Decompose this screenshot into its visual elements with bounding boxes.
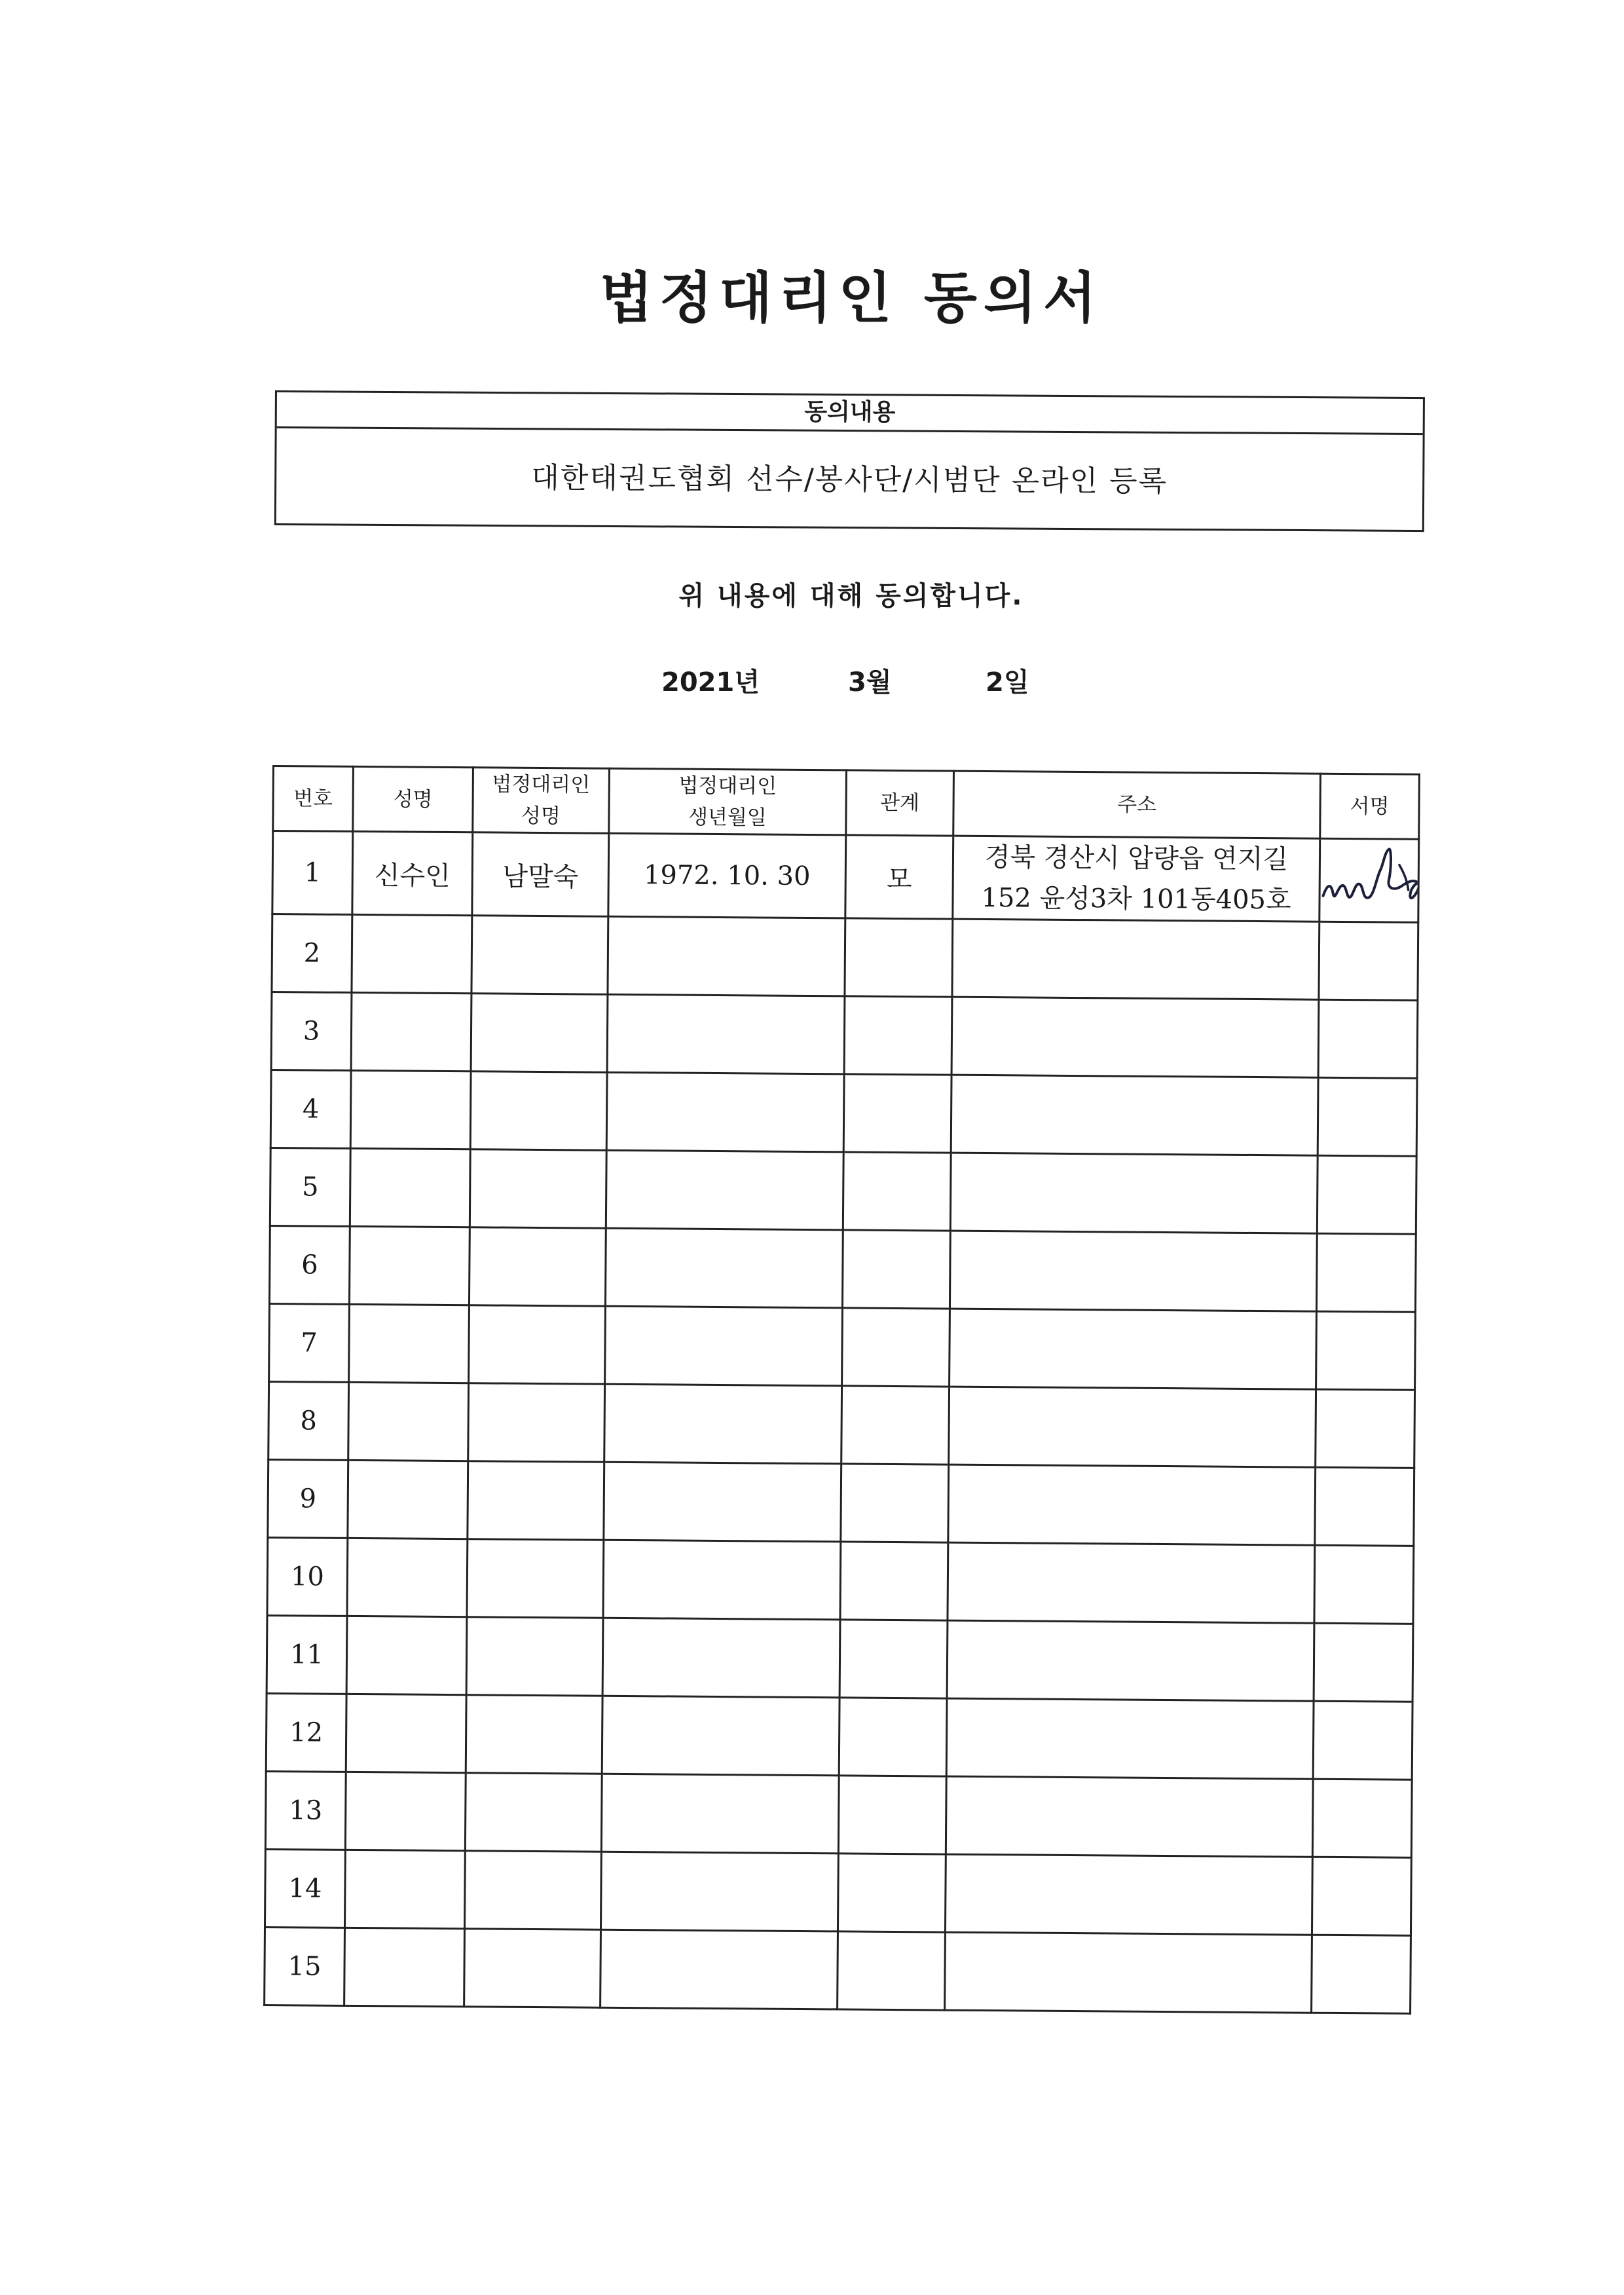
table-row	[267, 1616, 1413, 1702]
row-guardian-birth	[607, 994, 845, 1074]
consent-content-header: 동의내용	[277, 392, 1423, 435]
row-guardian-name: 남말숙	[472, 832, 609, 917]
row-relation	[839, 1698, 947, 1776]
row-guardian-name	[468, 1461, 604, 1540]
row-guardian-name	[469, 1227, 606, 1307]
row-guardian-birth	[603, 1540, 841, 1620]
row-guardian-birth	[604, 1384, 842, 1464]
row-no: 4	[270, 1070, 351, 1149]
row-guardian-birth	[604, 1462, 841, 1542]
agreement-statement: 위 내용에 대해 동의합니다.	[678, 581, 1024, 611]
row-no: 15	[265, 1928, 345, 2006]
row-signature	[1314, 1623, 1413, 1702]
row-signature	[1316, 1233, 1416, 1312]
table-header-row	[273, 766, 1420, 840]
header-signature: 서명	[1320, 774, 1420, 839]
row-signature	[1312, 1779, 1412, 1857]
row-guardian-birth	[606, 1072, 844, 1152]
row-guardian-birth	[602, 1696, 840, 1776]
row-name	[349, 1304, 470, 1383]
row-address	[948, 1542, 1315, 1623]
row-address	[950, 1153, 1318, 1233]
row-no: 14	[265, 1850, 345, 1928]
row-address	[951, 1075, 1318, 1155]
row-signature	[1318, 999, 1418, 1078]
row-relation	[838, 1854, 946, 1932]
table-row	[265, 1850, 1411, 1936]
row-relation	[843, 1152, 951, 1231]
header-guardian-name	[473, 768, 610, 834]
row-name: 신수인	[352, 831, 473, 915]
row-relation	[840, 1620, 948, 1698]
document-title: 법정대리인 동의서	[599, 266, 1103, 330]
row-no: 13	[265, 1772, 346, 1850]
row-signature	[1316, 1389, 1415, 1468]
row-no: 10	[267, 1538, 348, 1616]
date-month: 3월	[848, 667, 892, 698]
header-guardian-name-line1: 법정대리인	[492, 772, 591, 797]
row-relation	[843, 1074, 951, 1153]
row-guardian-name	[471, 916, 608, 995]
row-guardian-name	[470, 1072, 607, 1151]
header-guardian-birth-line1: 법정대리인	[678, 774, 777, 798]
header-guardian-name-line2: 성명	[521, 804, 561, 829]
table-row	[272, 831, 1419, 923]
row-address	[951, 997, 1319, 1077]
row-guardian-name	[468, 1383, 605, 1463]
table-row	[270, 1070, 1417, 1157]
row-relation	[844, 996, 952, 1075]
row-address-line2: 152 윤성3차 101동405호	[981, 883, 1291, 916]
row-guardian-name	[466, 1617, 603, 1696]
row-no: 7	[269, 1304, 350, 1383]
table-row	[269, 1304, 1416, 1390]
row-name	[345, 1772, 466, 1850]
table-row	[267, 1538, 1414, 1624]
row-guardian-name	[470, 1149, 606, 1229]
row-signature	[1314, 1545, 1414, 1624]
table-row	[268, 1382, 1415, 1468]
row-guardian-name	[469, 1305, 606, 1385]
table-row	[268, 1460, 1414, 1546]
row-relation	[842, 1308, 950, 1387]
row-guardian-birth	[601, 1774, 839, 1854]
row-guardian-birth	[605, 1306, 843, 1386]
row-guardian-name	[464, 1929, 601, 2008]
row-name	[344, 1850, 465, 1928]
row-guardian-name	[466, 1695, 602, 1774]
table-row	[272, 914, 1418, 1001]
row-no: 12	[266, 1694, 346, 1772]
row-name	[346, 1694, 466, 1772]
row-guardian-birth: 1972. 10. 30	[608, 833, 846, 918]
table-row	[265, 1928, 1411, 2014]
row-name	[349, 1226, 470, 1305]
row-address-line1: 경북 경산시 압량읍 연지길	[984, 842, 1289, 875]
row-signature	[1318, 1077, 1417, 1156]
row-guardian-name	[465, 1773, 602, 1852]
row-signature	[1316, 1311, 1416, 1390]
table-row	[266, 1694, 1412, 1780]
row-address	[946, 1776, 1313, 1857]
row-name	[350, 1148, 470, 1227]
row-guardian-birth	[606, 1150, 843, 1230]
row-relation	[840, 1542, 948, 1620]
row-name	[346, 1616, 467, 1694]
row-guardian-birth	[600, 1930, 838, 2009]
consent-content-box	[274, 390, 1425, 532]
table-row	[269, 1226, 1416, 1313]
guardian-table-wrapper	[263, 765, 1420, 2015]
row-guardian-name	[464, 1851, 601, 1930]
row-no: 9	[268, 1460, 348, 1539]
header-no: 번호	[273, 766, 354, 832]
row-signature	[1317, 1155, 1416, 1234]
guardian-table	[263, 765, 1420, 2015]
row-address	[952, 919, 1320, 999]
row-address	[945, 1932, 1312, 2013]
row-name	[348, 1382, 469, 1461]
row-no: 8	[268, 1382, 349, 1461]
row-signature	[1312, 1857, 1411, 1935]
row-name	[344, 1928, 465, 2006]
row-guardian-name	[471, 994, 608, 1073]
header-name: 성명	[353, 766, 473, 832]
handwritten-signature	[1320, 842, 1418, 916]
row-address	[946, 1698, 1314, 1779]
date-day: 2일	[986, 667, 1029, 698]
row-guardian-birth	[605, 1228, 843, 1308]
row-relation	[845, 918, 953, 997]
row-address	[950, 1231, 1317, 1311]
row-address	[949, 1387, 1316, 1467]
row-no: 3	[271, 992, 352, 1071]
header-relation: 관계	[846, 770, 954, 836]
table-row	[271, 992, 1418, 1079]
row-signature	[1319, 922, 1418, 1000]
row-signature	[1315, 1467, 1414, 1546]
row-no: 5	[270, 1148, 350, 1227]
row-guardian-birth	[608, 916, 845, 996]
row-relation	[838, 1931, 946, 2010]
row-address	[953, 836, 1320, 922]
row-guardian-name	[467, 1539, 604, 1618]
row-relation	[841, 1386, 950, 1465]
row-name	[350, 1070, 471, 1149]
row-no: 11	[267, 1616, 347, 1694]
row-relation	[841, 1464, 949, 1542]
row-name	[347, 1538, 468, 1616]
row-guardian-birth	[602, 1618, 840, 1698]
row-signature	[1320, 838, 1419, 922]
row-name	[348, 1460, 468, 1539]
header-address: 주소	[953, 771, 1321, 838]
row-relation	[842, 1230, 950, 1309]
row-relation	[838, 1776, 946, 1854]
table-row	[270, 1148, 1416, 1235]
row-no: 2	[272, 914, 352, 993]
row-address	[948, 1465, 1316, 1545]
row-address	[950, 1309, 1317, 1389]
row-name	[351, 992, 471, 1071]
table-row	[265, 1772, 1412, 1858]
row-address	[947, 1620, 1314, 1701]
consent-content-text: 대한태권도협회 선수/봉사단/시범단 온라인 등록	[531, 461, 1168, 498]
row-no: 1	[272, 831, 353, 915]
row-no: 6	[269, 1226, 350, 1305]
row-relation: 모	[845, 835, 953, 919]
row-name	[352, 914, 472, 993]
header-guardian-birth	[609, 768, 847, 835]
row-address	[945, 1854, 1312, 1935]
row-guardian-birth	[600, 1852, 838, 1931]
date-year: 2021년	[661, 667, 760, 698]
row-signature	[1312, 1935, 1411, 2013]
header-guardian-birth-line2: 생년월일	[688, 805, 767, 830]
row-signature	[1313, 1701, 1412, 1780]
